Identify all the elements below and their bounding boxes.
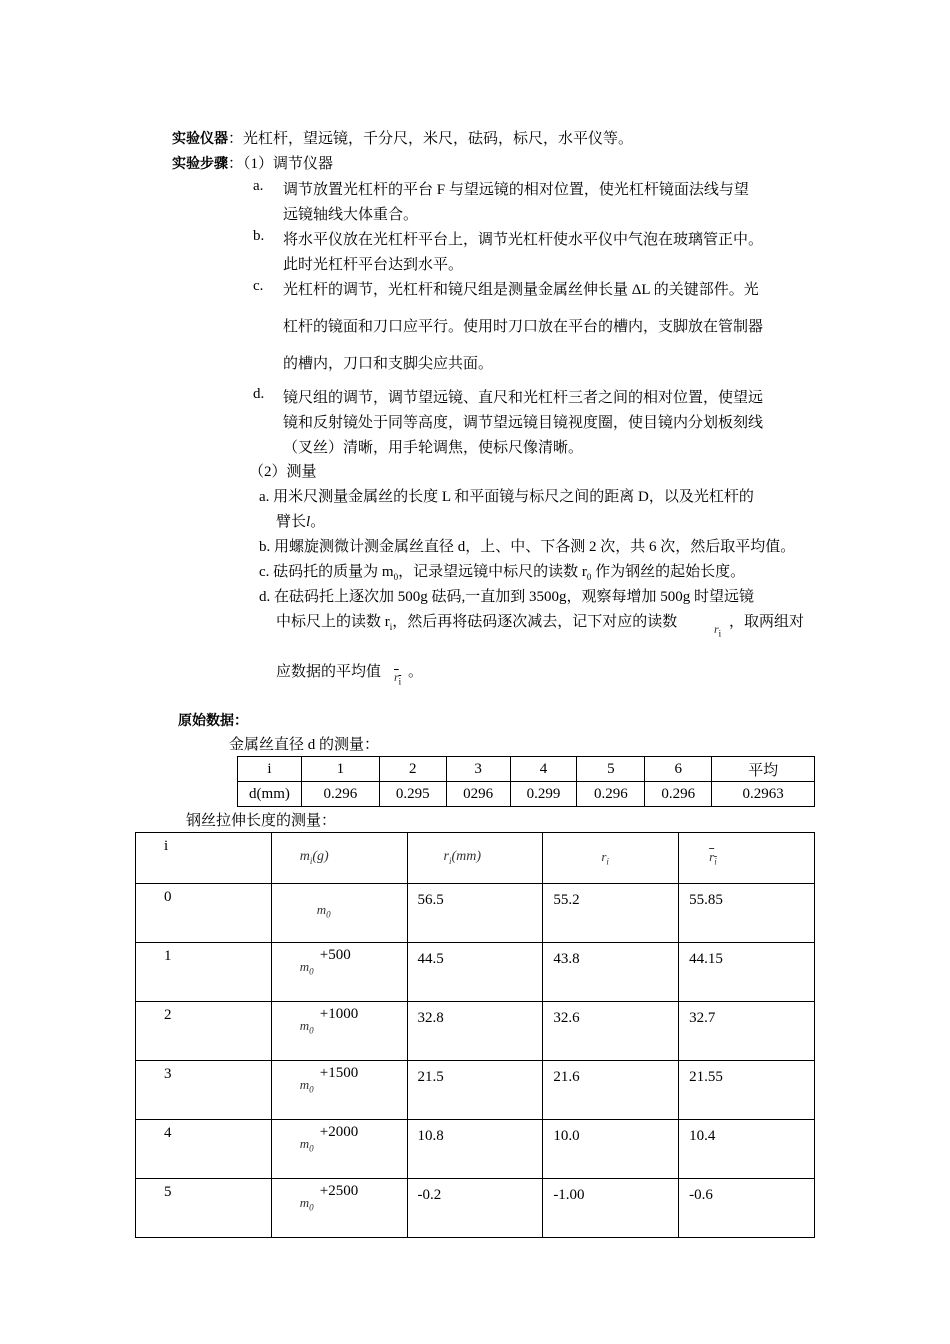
- row-r-text: 56.5: [417, 892, 444, 908]
- row-m0: [300, 1136, 314, 1154]
- row-m-cell: [271, 1002, 407, 1061]
- m0-sub: 0: [309, 1025, 314, 1036]
- row-r-cell: [407, 1061, 543, 1120]
- header-ravg-var: r: [709, 849, 715, 864]
- measure-d-text-b: ，然后再将砝码逐次减去，记下对应的读数: [392, 614, 678, 630]
- raw-label: 原始数据: [178, 713, 234, 729]
- measure-d-text-a: 中标尺上的读数 r: [276, 614, 390, 630]
- r-avg-sub: i: [398, 676, 402, 687]
- step-c-line2: 杠杆的镜面和刀口应平行。使用时刀口放在平台的槽内，支脚放在管制器: [283, 319, 764, 335]
- stretch-table: [135, 832, 815, 1238]
- instruments-text: ：光杠杆，望远镜，千分尺，米尺，砝码，标尺，水平仪等。: [228, 131, 634, 147]
- step-d-line1: 镜尺组的调节，调节望远镜、直尺和光杠杆三者之间的相对位置，使望远: [283, 390, 764, 406]
- diameter-value-cell: 0.296: [301, 782, 379, 807]
- header-r-text: [444, 849, 482, 866]
- row-m-add: +2000: [319, 1124, 359, 1140]
- r-avg-var: r: [394, 670, 399, 684]
- row-m-cell: [271, 1120, 407, 1179]
- part1-title: ：（1）调节仪器: [228, 156, 334, 172]
- header-i-text: i: [164, 838, 169, 854]
- m0-var: m: [299, 1136, 310, 1151]
- row-i-text: 2: [164, 1007, 172, 1023]
- step-d-mark: d.: [253, 386, 265, 402]
- measure-c-text-a: c. 砝码托的质量为 m: [259, 564, 394, 580]
- row-rprime-text: 10.0: [553, 1128, 580, 1144]
- step-c-line1: 光杠杆的调节，光杠杆和镜尺组是测量金属丝伸长量 ΔL 的关键部件。光: [283, 282, 759, 298]
- row-m-add: +500: [319, 947, 351, 963]
- header-rprime-text: [601, 849, 609, 867]
- header-r-var: r: [443, 849, 449, 864]
- row-avg-text: 10.4: [689, 1128, 716, 1144]
- row-m0: [300, 959, 314, 977]
- r-prime-sub: i: [718, 628, 722, 639]
- m0-var: m: [299, 1018, 310, 1033]
- step-c-mark: c.: [253, 278, 264, 294]
- stretch-table-title: 钢丝拉伸长度的测量：: [186, 813, 337, 829]
- diameter-header-cell: 1: [301, 757, 379, 782]
- header-m-var: m: [299, 849, 310, 864]
- diameter-table: [237, 756, 815, 807]
- header-rprime-sub: i: [606, 856, 609, 867]
- row-r-cell: [407, 1120, 543, 1179]
- measure-d-text-3a: 应数据的平均值: [276, 664, 382, 680]
- row-i-cell: [136, 1120, 272, 1179]
- diameter-value-row: [238, 782, 815, 807]
- header-ravg-sub: i: [714, 856, 717, 867]
- table-row: [136, 1179, 815, 1238]
- instruments-label: 实验仪器: [172, 131, 228, 147]
- diameter-header-cell: 5: [577, 757, 645, 782]
- measure-d-text-c: ，取两组对: [729, 614, 805, 630]
- measure-a-end: 。: [310, 514, 326, 530]
- m0-sub: 0: [309, 966, 314, 977]
- step-b-mark: b.: [253, 228, 265, 244]
- diameter-header-cell: 6: [645, 757, 712, 782]
- measure-a-text: 臂长: [276, 514, 307, 530]
- row-avg-text: 32.7: [689, 1010, 716, 1026]
- stretch-header-r: [407, 833, 543, 884]
- row-avg-cell: [679, 1179, 815, 1238]
- row-m-cell: [271, 1179, 407, 1238]
- diameter-value-cell: 0.299: [510, 782, 577, 807]
- measure-c-text-b: ，记录望远镜中标尺的读数 r: [398, 564, 587, 580]
- steps-heading: [172, 152, 333, 173]
- stretch-header-rprime: [543, 833, 679, 884]
- row-avg-cell: [679, 1120, 815, 1179]
- table-row: [136, 1061, 815, 1120]
- stretch-header-m: [271, 833, 407, 884]
- table-row: [136, 1120, 815, 1179]
- m0-sub: 0: [309, 1143, 314, 1154]
- step-c-line3: 的槽内，刀口和支脚尖应共面。: [283, 356, 494, 372]
- step-a-line1: 调节放置光杠杆的平台 F 与望远镜的相对位置，使光杠杆镜面法线与望: [283, 182, 749, 198]
- measure-d-line1: d. 在砝码托上逐次加 500g 砝码,一直加到 3500g，观察每增加 500g 时望远镜: [259, 589, 755, 605]
- row-r-cell: [407, 1002, 543, 1061]
- row-i-cell: [136, 943, 272, 1002]
- row-m0: [300, 1195, 314, 1213]
- m0-sub: 0: [309, 1084, 314, 1095]
- raw-heading: [178, 710, 248, 730]
- m0-sub: 0: [326, 909, 331, 920]
- row-m-cell: [271, 943, 407, 1002]
- m0-var: m: [316, 902, 327, 917]
- stretch-header-ravg: [679, 833, 815, 884]
- row-m-cell: [271, 884, 407, 943]
- header-ravg-text: [709, 849, 717, 867]
- row-rprime-cell: [543, 1179, 679, 1238]
- measure-b: b. 用螺旋测微计测金属丝直径 d，上、中、下各测 2 次，共 6 次，然后取平均值。: [259, 539, 796, 555]
- measure-a-line2: [276, 510, 325, 531]
- diameter-value-cell: 0.296: [645, 782, 712, 807]
- row-avg-text: -0.6: [689, 1187, 713, 1203]
- r-prime-var: r: [714, 622, 719, 636]
- stretch-header-row: [136, 833, 815, 884]
- diameter-value-cell: 0.296: [577, 782, 645, 807]
- row-i-cell: [136, 884, 272, 943]
- step-d-line3: （叉丝）清晰，用手轮调焦，使标尺像清晰。: [283, 440, 584, 456]
- row-r-cell: [407, 943, 543, 1002]
- diameter-header-cell: 平均: [712, 757, 815, 782]
- measure-d-text-3b: 。: [408, 664, 424, 680]
- measure-d-sub: i: [389, 622, 393, 632]
- row-i-text: 1: [164, 948, 172, 964]
- row-m-cell: [271, 1061, 407, 1120]
- row-i-cell: [136, 1002, 272, 1061]
- row-i-cell: [136, 1179, 272, 1238]
- diameter-value-cell: 0296: [446, 782, 510, 807]
- step-a-line2: 远镜轴线大体重合。: [283, 207, 419, 223]
- row-m0: [300, 1018, 314, 1036]
- row-r-text: -0.2: [417, 1187, 442, 1203]
- header-r-sub: i: [448, 855, 452, 866]
- diameter-value-cell: 0.2963: [712, 782, 815, 807]
- row-m-add: +1000: [319, 1006, 359, 1022]
- row-rprime-text: 32.6: [553, 1010, 580, 1026]
- header-rprime-var: r: [601, 849, 607, 864]
- diameter-header-cell: 3: [446, 757, 510, 782]
- m0-var: m: [299, 1195, 310, 1210]
- measure-d-line2: [276, 610, 677, 632]
- r-prime-symbol: [714, 622, 721, 638]
- row-i-cell: [136, 1061, 272, 1120]
- diameter-header-cell: 4: [510, 757, 577, 782]
- row-rprime-cell: [543, 1002, 679, 1061]
- measure-c-text-c: 作为钢丝的起始长度。: [591, 564, 746, 580]
- arm-length-var: l: [306, 514, 311, 530]
- measure-c-sub2: 0: [586, 572, 592, 582]
- row-rprime-text: 55.2: [553, 892, 580, 908]
- row-rprime-cell: [543, 884, 679, 943]
- table-row: [136, 884, 815, 943]
- row-avg-text: 55.85: [689, 892, 723, 908]
- row-avg-cell: [679, 1002, 815, 1061]
- table-row: [136, 943, 815, 1002]
- row-r-text: 44.5: [417, 951, 444, 967]
- measure-c: [259, 560, 745, 582]
- diameter-value-cell: 0.295: [379, 782, 446, 807]
- instruments-line: [172, 127, 633, 148]
- row-i-text: 4: [164, 1125, 172, 1141]
- row-m0: [300, 1077, 314, 1095]
- row-m0: [317, 902, 331, 920]
- m0-var: m: [299, 959, 310, 974]
- row-r-cell: [407, 884, 543, 943]
- row-rprime-cell: [543, 1061, 679, 1120]
- step-d-line2: 镜和反射镜处于同等高度，调节望远镜目镜视度圈，使目镜内分划板刻线: [283, 415, 764, 431]
- row-r-cell: [407, 1179, 543, 1238]
- row-avg-cell: [679, 884, 815, 943]
- step-b-line2: 此时光杠杆平台达到水平。: [283, 257, 464, 273]
- step-b-line1: 将水平仪放在光杠杆平台上，调节光杠杆使水平仪中气泡在玻璃管正中。: [283, 232, 764, 248]
- diameter-value-cell: d(mm): [238, 782, 302, 807]
- diameter-header-row: [238, 757, 815, 782]
- row-m-add: +1500: [319, 1065, 359, 1081]
- table-row: [136, 1002, 815, 1061]
- row-r-text: 32.8: [417, 1010, 444, 1026]
- stretch-header-i: [136, 833, 272, 884]
- measure-c-sub: 0: [393, 572, 399, 582]
- diameter-table-title: 金属丝直径 d 的测量：: [229, 737, 380, 753]
- r-avg-symbol: [394, 670, 401, 686]
- header-r-unit: (mm): [451, 849, 482, 864]
- row-rprime-cell: [543, 1120, 679, 1179]
- step-a-mark: a.: [253, 178, 264, 194]
- measure-a-line1: a. 用米尺测量金属丝的长度 L 和平面镜与标尺之间的距离 D，以及光杠杆的: [259, 489, 754, 505]
- row-m-add: +2500: [319, 1183, 359, 1199]
- part2-title: （2）测量: [249, 464, 317, 480]
- row-rprime-text: 43.8: [553, 951, 580, 967]
- m0-sub: 0: [309, 1202, 314, 1213]
- row-i-text: 3: [164, 1066, 172, 1082]
- row-rprime-text: 21.6: [553, 1069, 580, 1085]
- row-avg-cell: [679, 943, 815, 1002]
- row-r-text: 10.8: [417, 1128, 444, 1144]
- header-m-unit: (g): [312, 849, 329, 864]
- diameter-header-cell: 2: [379, 757, 446, 782]
- row-avg-cell: [679, 1061, 815, 1120]
- diameter-header-cell: i: [238, 757, 302, 782]
- row-avg-text: 44.15: [689, 951, 723, 967]
- header-m-text: [300, 849, 329, 866]
- row-rprime-cell: [543, 943, 679, 1002]
- m0-var: m: [299, 1077, 310, 1092]
- row-rprime-text: -1.00: [553, 1187, 585, 1203]
- steps-label: 实验步骤: [172, 156, 228, 172]
- row-r-text: 21.5: [417, 1069, 444, 1085]
- row-i-text: 5: [164, 1184, 172, 1200]
- row-avg-text: 21.55: [689, 1069, 723, 1085]
- header-m-sub: i: [309, 855, 313, 866]
- row-i-text: 0: [164, 889, 172, 905]
- raw-colon: ：: [234, 713, 248, 729]
